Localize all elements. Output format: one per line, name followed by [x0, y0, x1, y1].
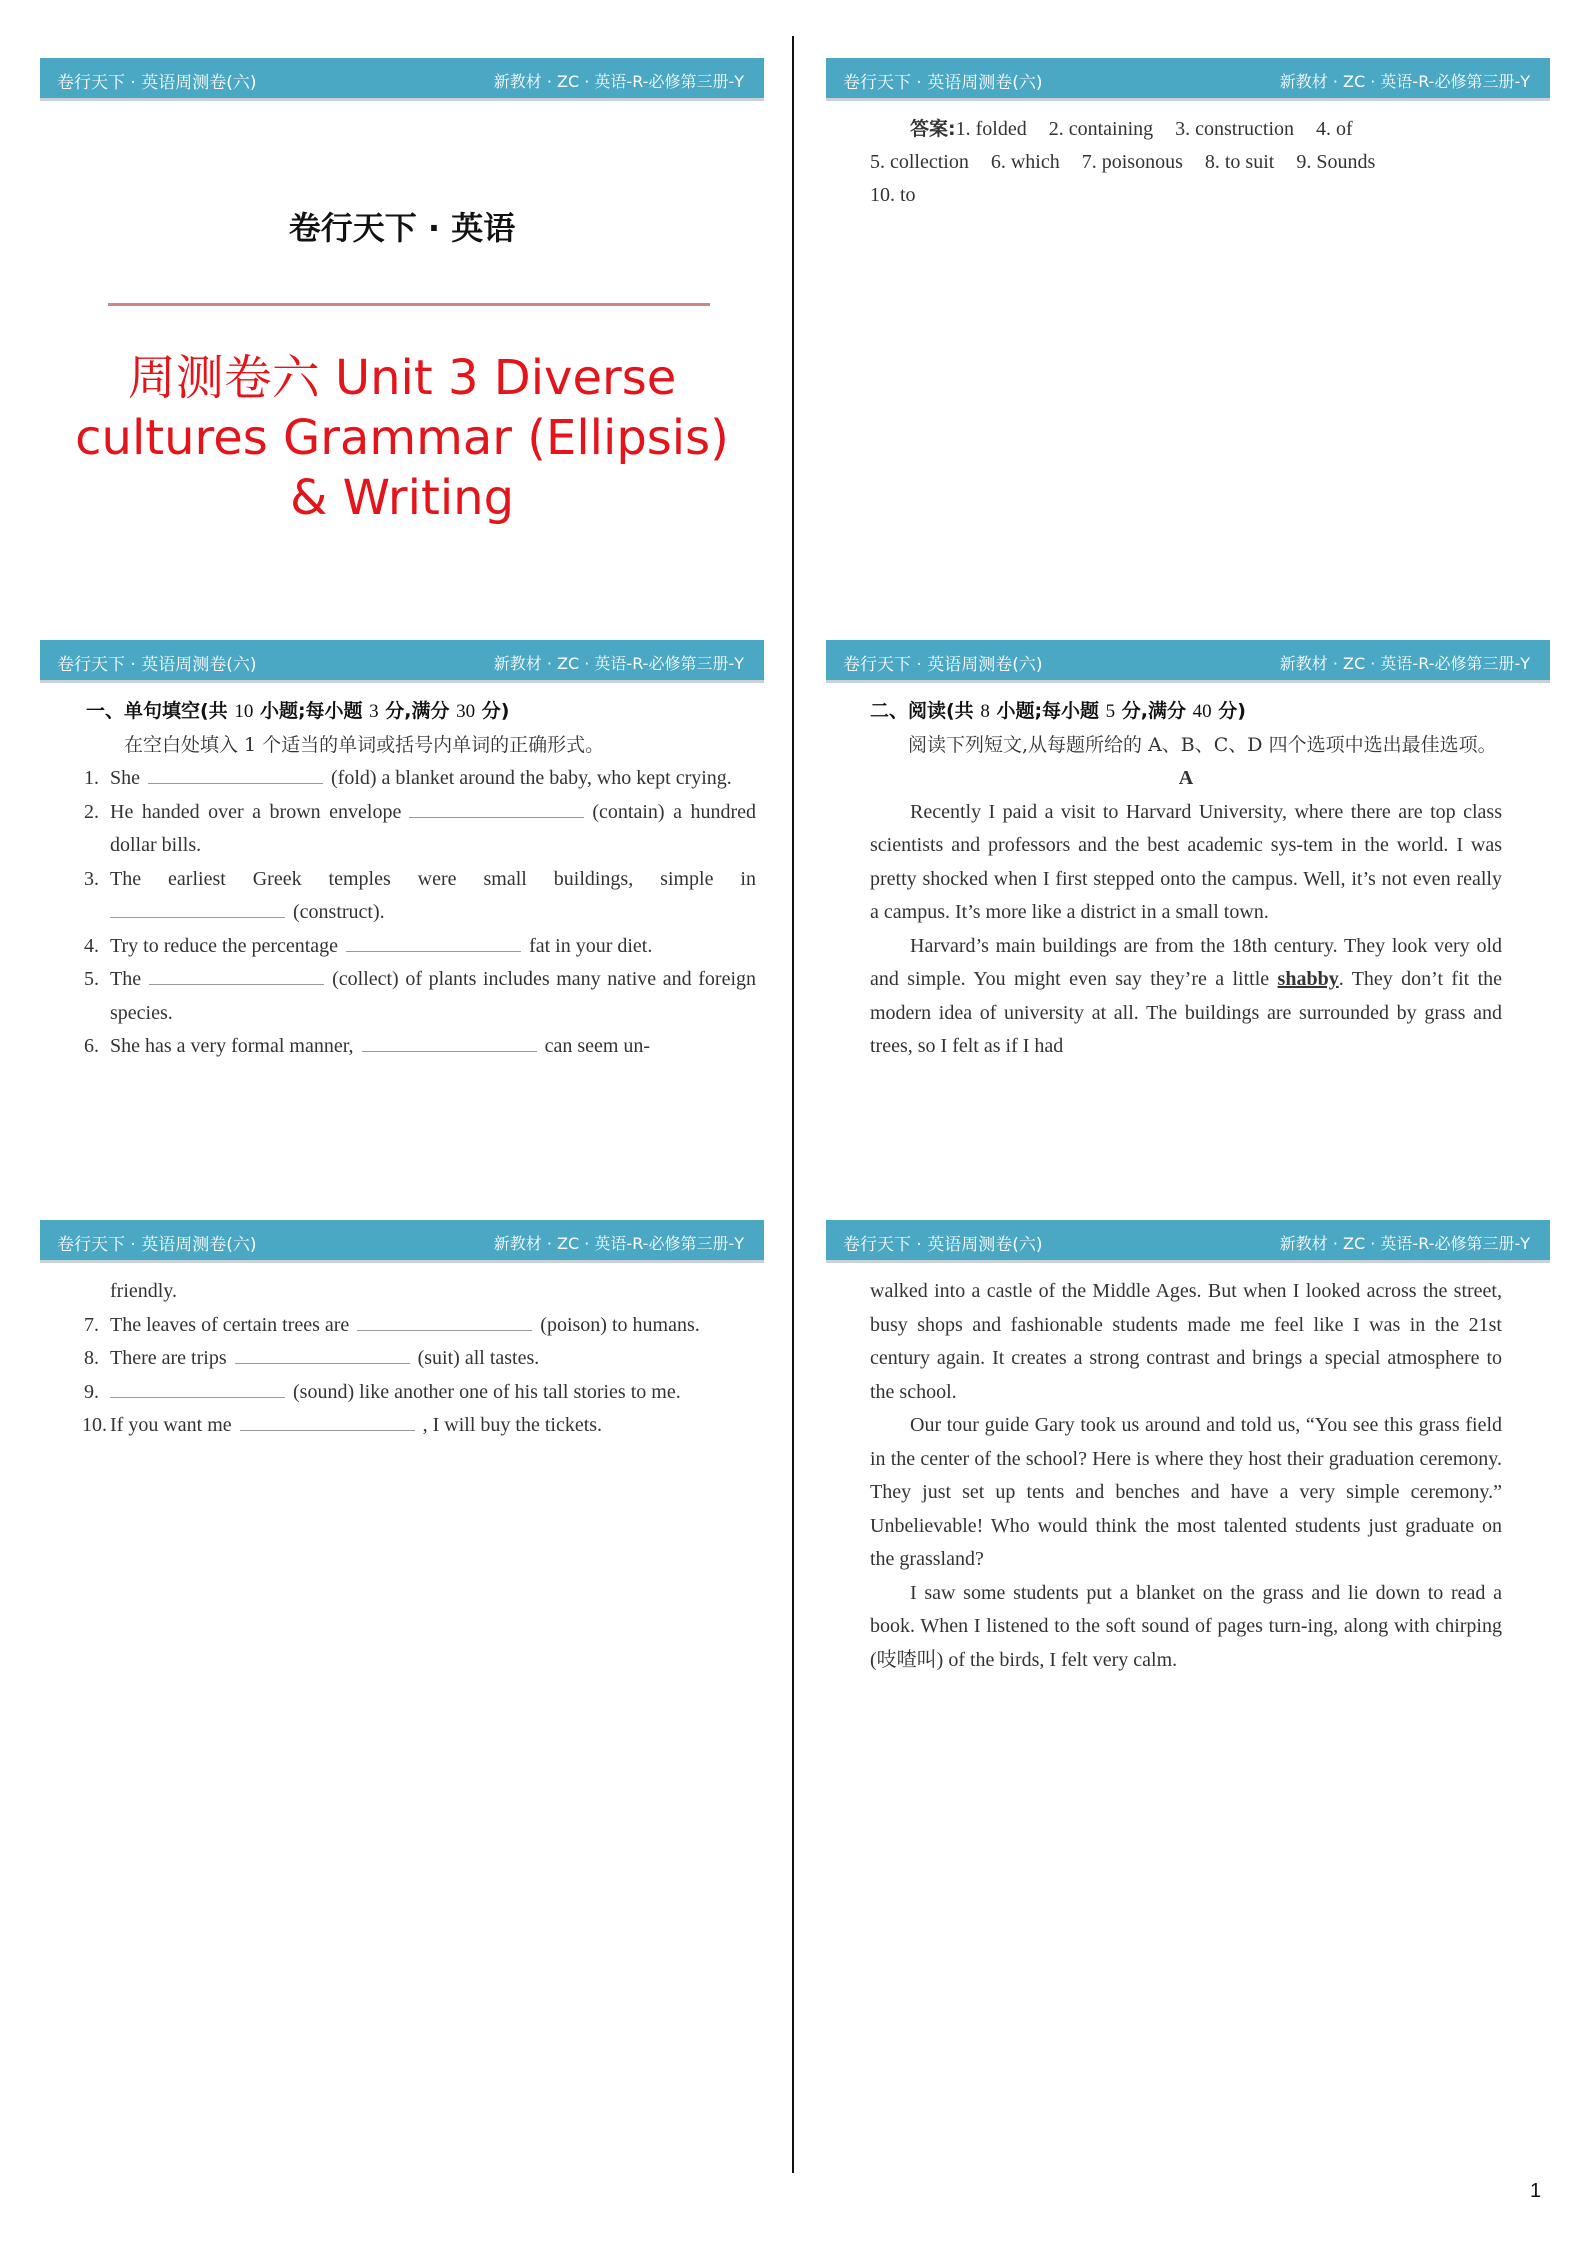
page-number: 1 — [1530, 2180, 1542, 2202]
question-9: 9. (sound) like another one of his tall stories to me. — [84, 1380, 681, 1403]
highlighted-word: shabby — [1277, 968, 1339, 990]
passage-paragraph-3: Our tour guide Gary took us around and told us, “You see this grass field in the center of the school? Here is where they host their graduation ceremony. They just set up tents and benches and have a very simple ceremony.” Unbelievable! Who would think the most talented students just graduate on the grassland? — [870, 1414, 1502, 1570]
question-1: 1. She (fold) a blanket around the baby, who kept crying. — [84, 767, 732, 789]
answer-blank[interactable] — [149, 966, 324, 985]
section1-content-cont — [82, 1275, 756, 1443]
answer-label: 答案: — [910, 118, 956, 140]
cover-rule — [108, 303, 710, 306]
section1-heading: 一、单句填空(共 10 小题;每小题 3 分,满分 30 分) — [86, 700, 510, 722]
question-6: 6. She has a very formal manner, can seem un- — [84, 1035, 651, 1057]
header-right: 新教材 · ZC · 英语-R-必修第三册-Y — [493, 1234, 744, 1253]
answer-blank[interactable] — [357, 1312, 532, 1331]
center-divider — [792, 36, 794, 2173]
cover-title-line1: 周测卷六 Unit 3 Diverse — [127, 350, 677, 406]
answer-blank[interactable] — [110, 1379, 285, 1398]
passage-label: A — [1178, 767, 1194, 789]
header-right: 新教材 · ZC · 英语-R-必修第三册-Y — [493, 654, 744, 673]
header-left: 卷行天下 · 英语周测卷(六) — [843, 73, 1043, 93]
answer-blank[interactable] — [362, 1033, 537, 1052]
header-left: 卷行天下 · 英语周测卷(六) — [57, 655, 257, 675]
page-header — [40, 58, 764, 98]
page-header — [40, 640, 764, 680]
cover-brand: 卷行天下 · 英语 — [288, 209, 516, 247]
page-header — [826, 640, 1550, 680]
answer-blank[interactable] — [148, 765, 323, 784]
answer-blank[interactable] — [409, 799, 584, 818]
answer-blank[interactable] — [235, 1345, 410, 1364]
answer-blank[interactable] — [346, 933, 521, 952]
section1-content — [86, 695, 756, 1064]
cover-title-line2: cultures Grammar (Ellipsis) — [75, 410, 729, 466]
answers-panel — [826, 58, 1550, 578]
answer-item: 3. construction — [1175, 118, 1295, 140]
page-header — [40, 1220, 764, 1260]
answer-blank[interactable] — [110, 899, 285, 918]
cover-title-line3: & Writing — [289, 470, 515, 526]
header-left: 卷行天下 · 英语周测卷(六) — [57, 1235, 257, 1255]
section2-instruction: 阅读下列短文,从每题所给的 A、B、C、D 四个选项中选出最佳选项。 — [908, 733, 1497, 756]
question-8: 8. There are trips (suit) all tastes. — [84, 1347, 540, 1369]
cover-title — [20, 348, 784, 528]
section2-panel-a — [826, 640, 1550, 1180]
answer-item: 1. folded — [955, 118, 1027, 140]
answer-blank[interactable] — [240, 1412, 415, 1431]
header-left: 卷行天下 · 英语周测卷(六) — [843, 655, 1043, 675]
section2-panel-b — [826, 1220, 1550, 2120]
section2-content — [870, 695, 1502, 1064]
page-header — [826, 1220, 1550, 1260]
answer-key — [870, 113, 1510, 212]
passage-paragraph-1: Recently I paid a visit to Harvard University, where there are top class scientists and professors and the best academic sys-tem in the world. I was pretty shocked when I first stepped onto the campus. Well, it’s not even really a campus. It’s more like a district in a small town. — [870, 800, 1502, 923]
answer-item: 8. to suit — [1204, 151, 1275, 173]
header-right: 新教材 · ZC · 英语-R-必修第三册-Y — [1279, 1234, 1530, 1253]
answer-item: 2. containing — [1048, 118, 1154, 140]
header-right: 新教材 · ZC · 英语-R-必修第三册-Y — [1279, 654, 1530, 673]
passage-paragraph-2: Harvard’s main buildings are from the 18th century. They look very old and simple. You might even say they’re a little shabby. They don’t fit the modern idea of university at all. The buildings are surrounded by grass and trees, so I felt as if I had — [870, 934, 1502, 1057]
question-2: 2. He handed over a brown envelope (contain) a hundred dollar bills. — [84, 800, 756, 856]
answer-item: 4. of — [1316, 118, 1353, 140]
section1-panel-b — [40, 1220, 764, 2120]
question-6-cont: friendly. — [110, 1280, 178, 1302]
answer-item: 7. poisonous — [1081, 151, 1183, 173]
question-10: 10. If you want me , I will buy the tickets. — [82, 1414, 603, 1436]
passage-paragraph-4: I saw some students put a blanket on the grass and lie down to read a book. When I listened to the soft sound of pages turn-ing, along with chirping (吱喳叫) of the birds, I felt very calm. — [870, 1581, 1502, 1671]
section1-instruction: 在空白处填入 1 个适当的单词或括号内单词的正确形式。 — [124, 733, 605, 756]
question-7: 7. The leaves of certain trees are (poison) to humans. — [84, 1313, 700, 1336]
answer-item: 10. to — [870, 184, 916, 206]
answer-item: 6. which — [990, 151, 1060, 173]
section1-panel-a — [40, 640, 764, 1180]
cover-panel — [40, 58, 764, 578]
header-right: 新教材 · ZC · 英语-R-必修第三册-Y — [1279, 72, 1530, 91]
page-header — [826, 58, 1550, 98]
question-5: 5. The (collect) of plants includes many native and foreign species. — [84, 968, 756, 1024]
question-4: 4. Try to reduce the percentage fat in your diet. — [84, 934, 653, 957]
header-right: 新教材 · ZC · 英语-R-必修第三册-Y — [493, 72, 744, 91]
passage-paragraph-2-cont: walked into a castle of the Middle Ages. But when I looked across the street, busy shops and fashionable students made me feel like I was in the 21st century again. It creates a strong contrast and brings a special atmosphere to the school. — [870, 1280, 1502, 1403]
section2-content-cont — [870, 1275, 1502, 1677]
question-3: 3. The earliest Greek temples were small buildings, simple in (construct). — [84, 867, 756, 923]
section2-heading: 二、阅读(共 8 小题;每小题 5 分,满分 40 分) — [870, 700, 1246, 722]
header-left: 卷行天下 · 英语周测卷(六) — [57, 73, 257, 93]
header-left: 卷行天下 · 英语周测卷(六) — [843, 1235, 1043, 1255]
answer-item: 9. Sounds — [1296, 151, 1376, 173]
answer-item: 5. collection — [870, 151, 969, 173]
